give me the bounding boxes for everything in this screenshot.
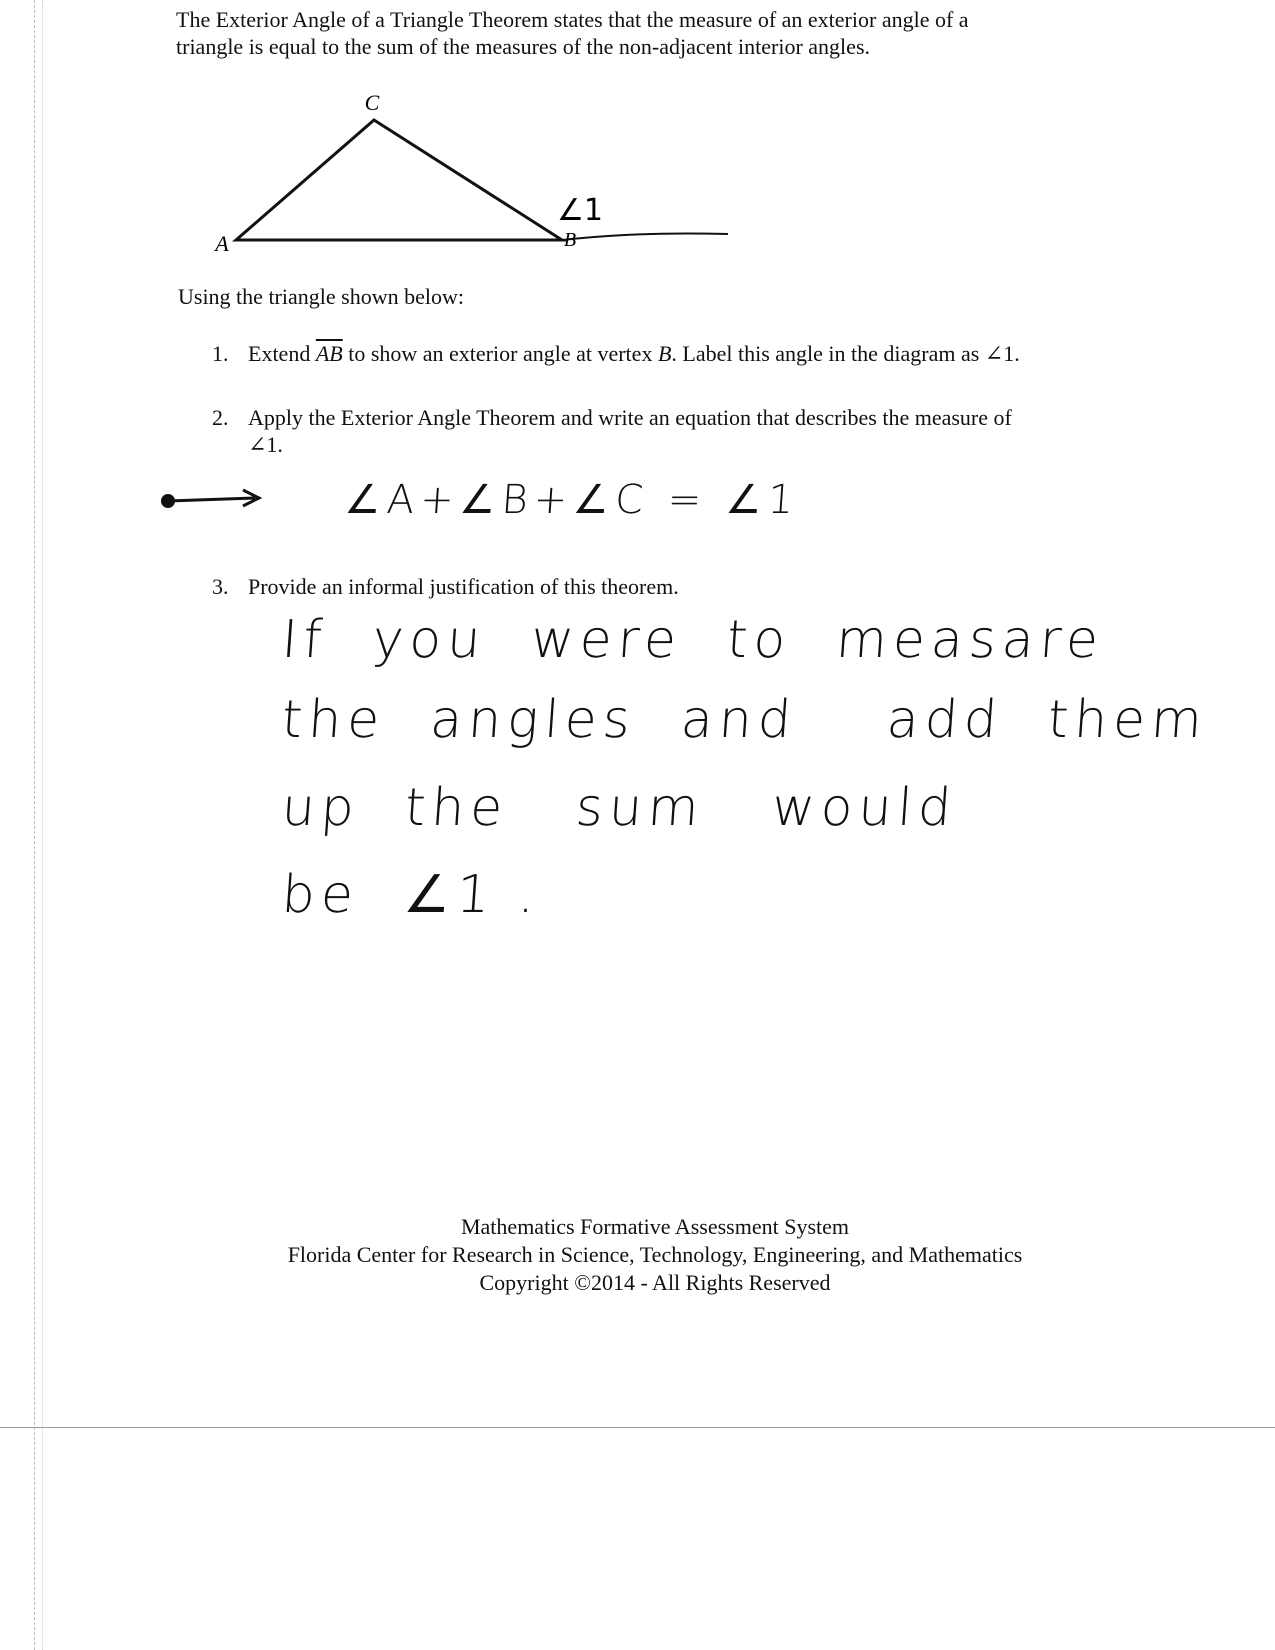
- vertex-b: B: [657, 341, 672, 366]
- vertex-label-c: C: [364, 90, 380, 115]
- handwritten-equation: ∠A+∠B+∠C = ∠1: [343, 477, 801, 523]
- page-footer: [240, 1213, 1070, 1297]
- theorem-line-2: triangle is equal to the sum of the measures of the non-adjacent interior angles.: [176, 34, 870, 59]
- footer-line-2: Florida Center for Research in Science, Technology, Engineering, and Mathematics: [287, 1242, 1023, 1267]
- instructions-text: Using the triangle shown below:: [178, 284, 464, 309]
- handwritten-angle-1-label: ∠1: [557, 193, 603, 228]
- handwritten-answer-line-2: the angles and add them: [279, 690, 1211, 750]
- page-bottom-rule: [0, 1427, 1275, 1428]
- question-text: Apply the Exterior Angle Theorem and write an equation that describes the measure of ∠1.: [248, 405, 1012, 457]
- handwritten-answer-line-1: If you were to measare: [279, 610, 1107, 670]
- question-number: 3.: [212, 574, 229, 599]
- segment-ab: $\overline{AB}$: [315, 341, 343, 366]
- handwritten-answer-line-4: be ∠1 .: [279, 865, 543, 925]
- vertex-label-a: A: [215, 231, 229, 256]
- question-number: 1.: [212, 341, 229, 366]
- triangle-diagram: [0, 0, 1275, 300]
- extended-ray-handdrawn: [562, 233, 728, 240]
- triangle-abc: [236, 120, 562, 240]
- footer-line-3: Copyright ©2014 - All Rights Reserved: [479, 1270, 831, 1295]
- handwritten-answer-line-3: up the sum would: [279, 778, 960, 838]
- question-text: Extend $\overline{AB}$ to show an exterior angle at vertex B. Label this angle in the diagram as ∠1.: [248, 341, 1020, 366]
- theorem-line-1: The Exterior Angle of a Triangle Theorem states that the measure of an exterior angle of a: [176, 7, 969, 32]
- bullet-arrow-icon: [155, 484, 275, 514]
- footer-line-1: Mathematics Formative Assessment System: [460, 1214, 850, 1239]
- question-number: 2.: [212, 405, 229, 430]
- question-text: Provide an informal justification of this theorem.: [248, 574, 679, 599]
- vertex-label-b: B: [563, 229, 577, 251]
